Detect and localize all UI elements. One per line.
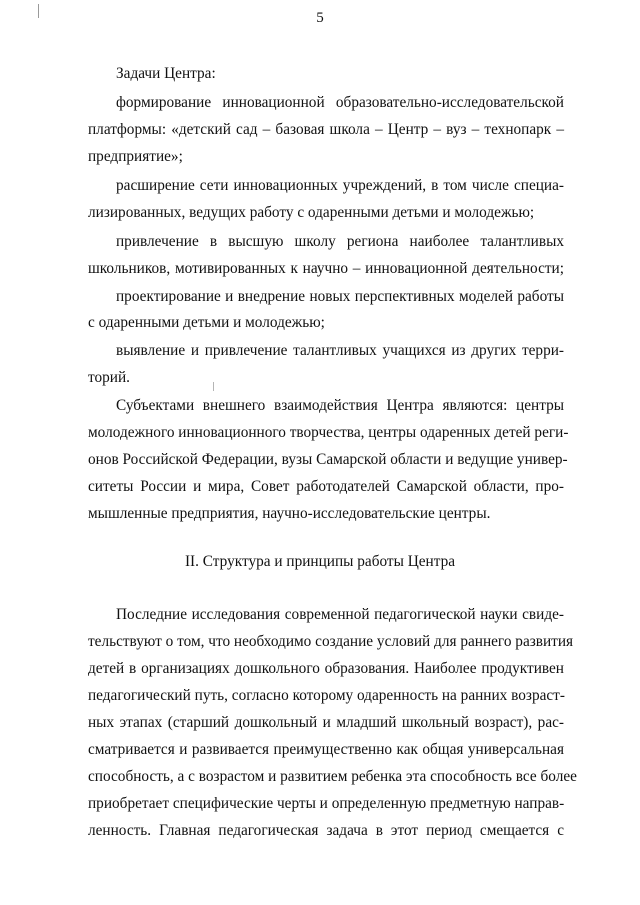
text-line: онов Российской Федерации, вузы Самарской области и ведущие универ- [88, 451, 568, 468]
text-line: школьников, мотивированных к научно – инновационной деятельности; [88, 260, 564, 277]
text-line: приобретает специфические черты и определенную предметную направ- [88, 795, 565, 812]
section-heading: II. Структура и принципы работы Центра [184, 553, 456, 570]
text-line: ленность. Главная педагогическая задача в этот период смещается с [88, 822, 564, 839]
text-line: сматривается и развивается преимущественно как общая универсальная [88, 741, 564, 758]
text-line: тельствуют о том, что необходимо создание условий для раннего развития [88, 633, 574, 650]
text-line: расширение сети инновационных учреждений, в том числе специа- [116, 177, 564, 194]
text-line: ситеты России и мира, Совет работодателей Самарской области, про- [88, 478, 564, 495]
page-number: 5 [316, 10, 324, 26]
text-line: торий. [88, 369, 130, 386]
text-line: мышленные предприятия, научно-исследовательские центры. [88, 505, 491, 522]
text-line: платформы: «детский сад – базовая школа – Центр – вуз – технопарк – [88, 121, 564, 138]
text-line: молодежного инновационного творчества, центры одаренных детей реги- [88, 424, 569, 441]
text-line: формирование инновационной образовательно-исследовательской [116, 94, 564, 111]
text-line: способность, а с возрастом и развитием ребенка эта способность все более [88, 768, 577, 785]
text-line: с одаренными детьми и молодежью; [88, 314, 325, 331]
text-line: лизированных, ведущих работу с одаренными детьми и молодежью; [88, 204, 535, 221]
text-line: проектирование и внедрение новых перспективных моделей работы [116, 288, 564, 305]
text-line: педагогический путь, согласно которому одаренность на ранних возраст- [88, 687, 565, 704]
text-line: привлечение в высшую школу региона наиболее талантливых [116, 233, 564, 250]
text-line: предприятие»; [88, 148, 183, 165]
text-line: Последние исследования современной педагогической науки свиде- [116, 606, 564, 623]
text-line: ных этапах (старший дошкольный и младший школьный возраст), рас- [88, 714, 564, 731]
text-line: выявление и привлечение талантливых учащихся из других терри- [116, 342, 564, 359]
text-line: детей в организациях дошкольного образования. Наиболее продуктивен [88, 660, 564, 677]
text-line: Субъектами внешнего взаимодействия Центра являются: центры [116, 397, 564, 414]
text-line: Задачи Центра: [116, 65, 216, 82]
